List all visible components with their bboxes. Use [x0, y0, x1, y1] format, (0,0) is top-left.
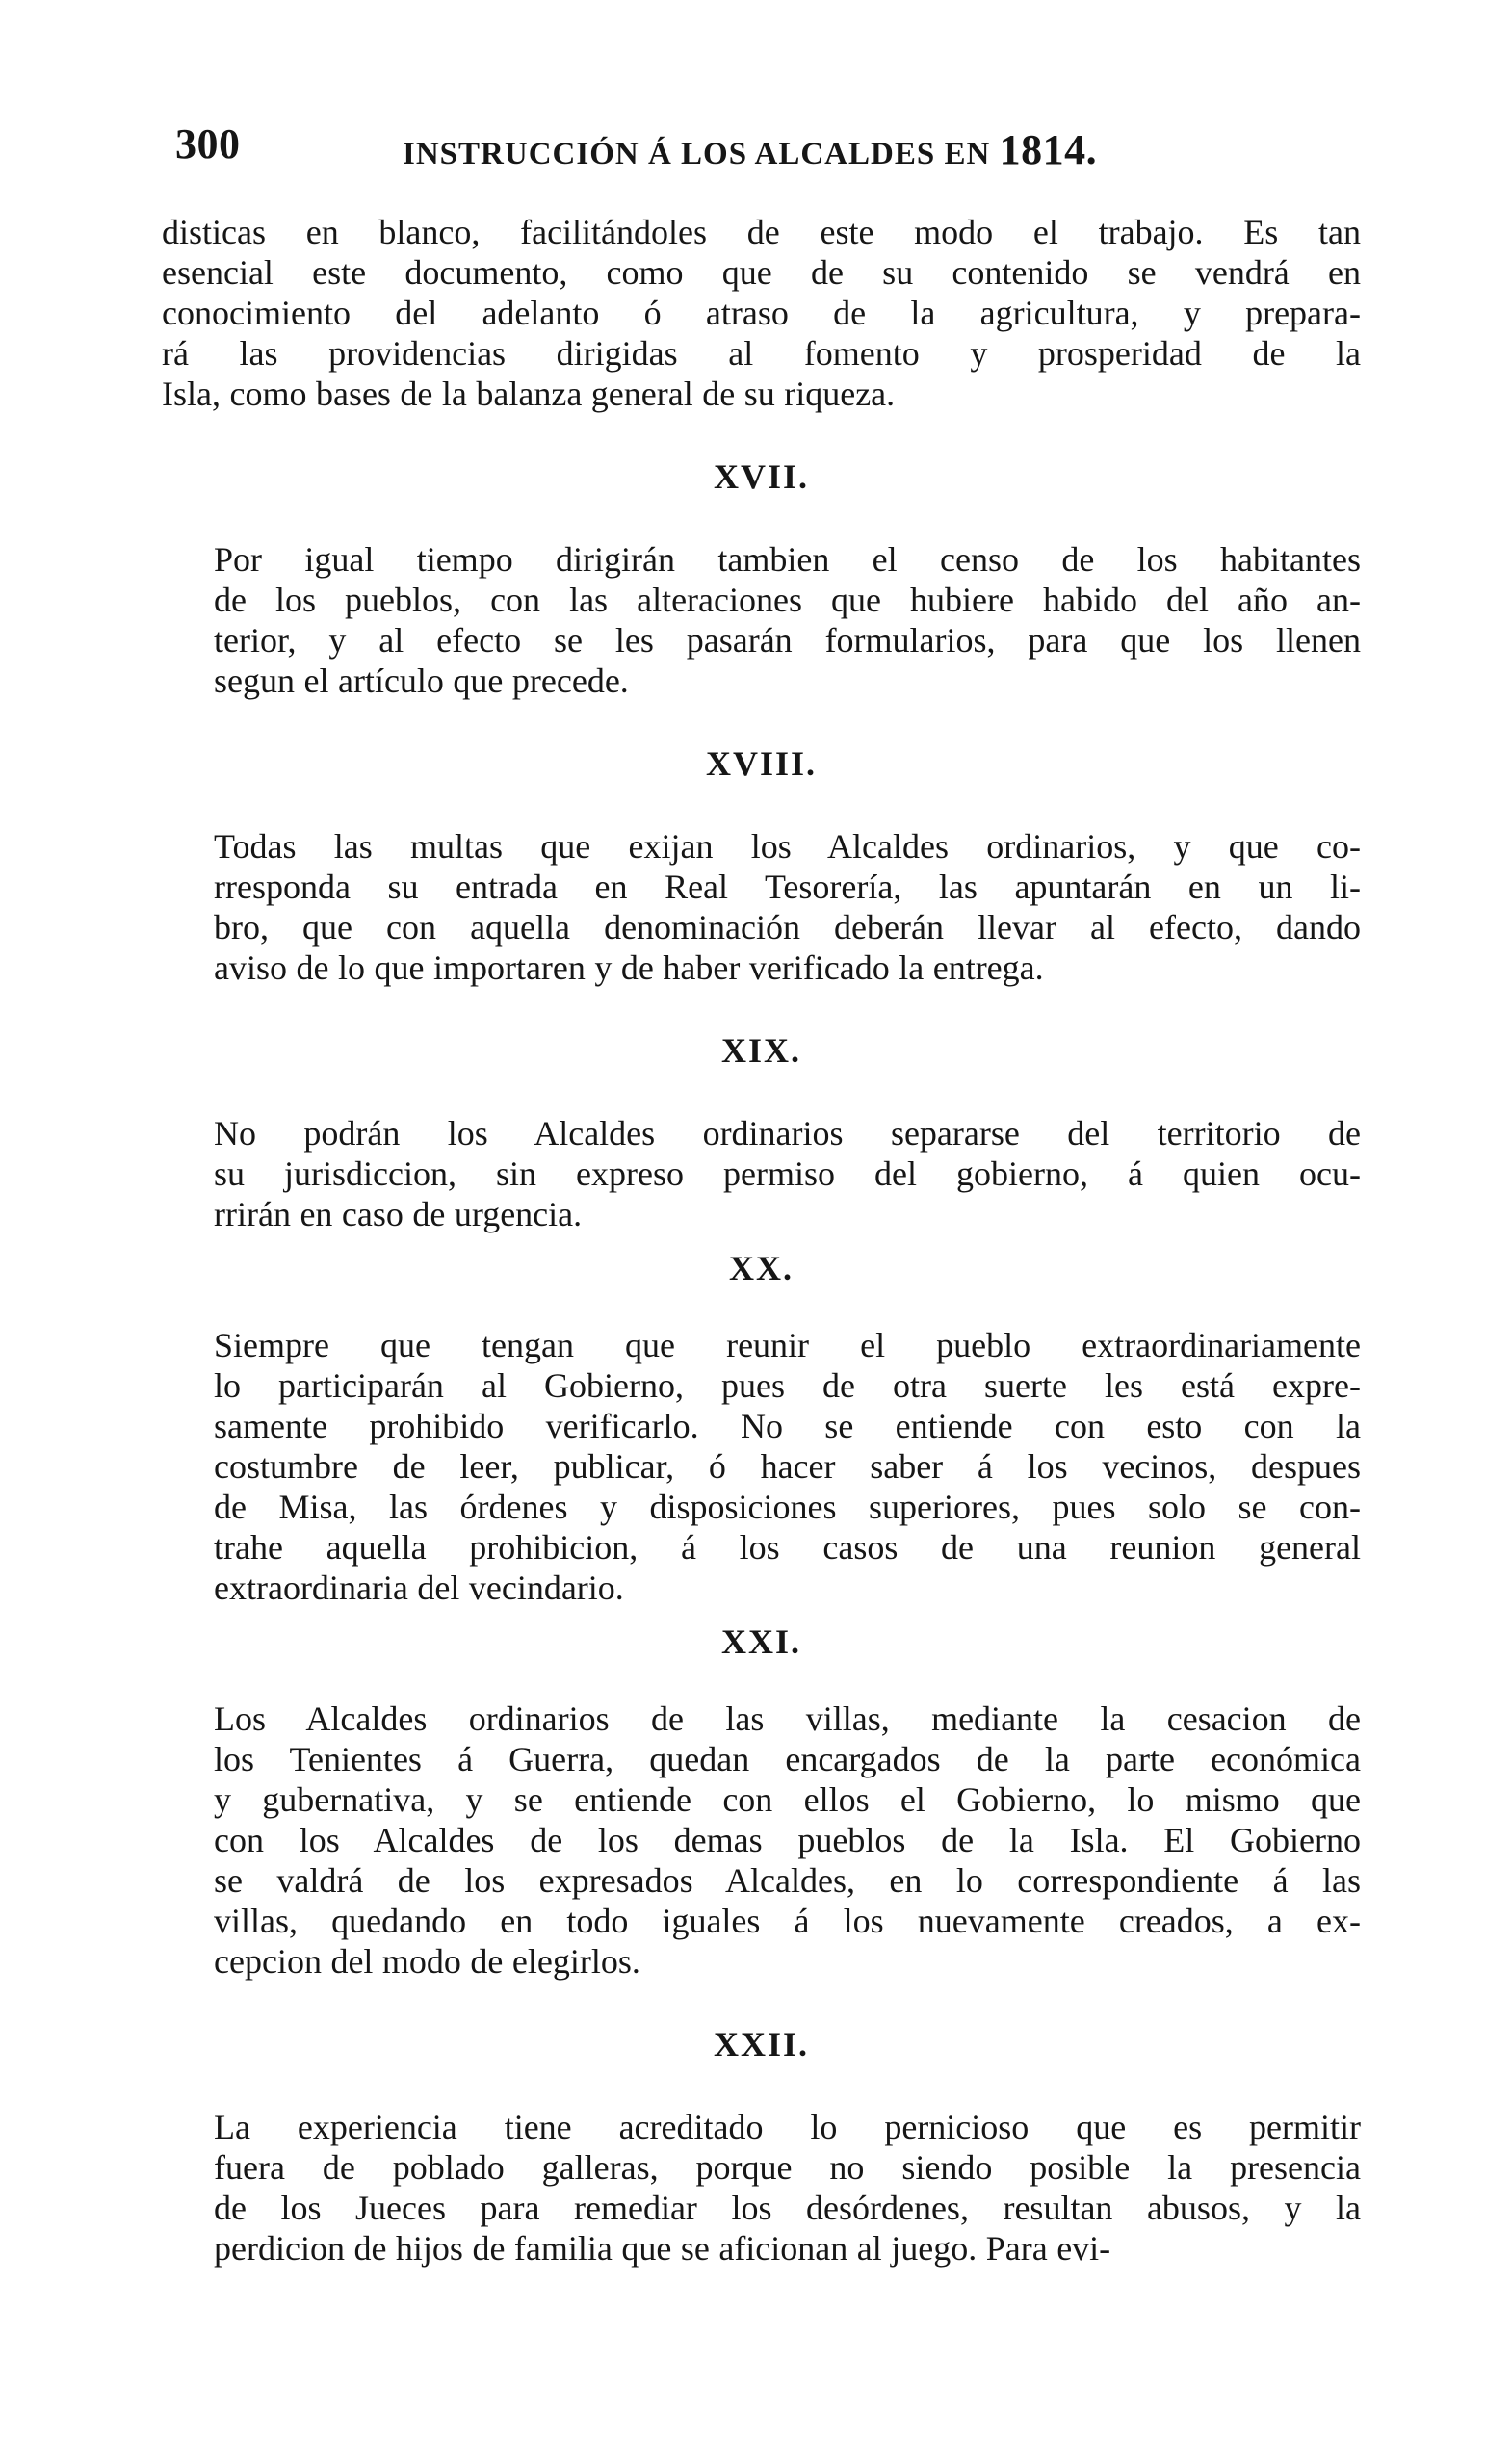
text-line: fuera de poblado galleras, porque no siendo posible la presencia — [214, 2148, 1361, 2187]
section-paragraph-xx — [162, 1325, 1361, 1608]
document-page — [162, 114, 1361, 2269]
text-line: rresponda su entrada en Real Tesorería, las apuntarán en un li- — [214, 868, 1361, 906]
text-line: rá las providencias dirigidas al fomento y prosperidad de la — [162, 334, 1361, 373]
text-line: esencial este documento, como que de su contenido se vendrá en — [162, 253, 1361, 292]
text-line: Todas las multas que exijan los Alcaldes ordinarios, y que co- — [214, 827, 1361, 866]
text-line: cepcion del modo de elegirlos. — [214, 1942, 640, 1981]
text-line: trahe aquella prohibicion, á los casos de una reunion general — [214, 1528, 1361, 1567]
text-line: Por igual tiempo dirigirán tambien el censo de los habitantes — [214, 540, 1361, 579]
section-heading-xvii: XVII. — [713, 457, 809, 496]
text-line: con los Alcaldes de los demas pueblos de la Isla. El Gobierno — [214, 1821, 1361, 1859]
text-line: y gubernativa, y se entiende con ellos el Gobierno, lo mismo que — [214, 1780, 1361, 1819]
running-title — [403, 125, 1097, 174]
section-paragraph-xviii — [162, 826, 1361, 988]
text-line: de los pueblos, con las alteraciones que hubiere habido del año an- — [214, 581, 1361, 619]
section-paragraph-xxi — [162, 1699, 1361, 1982]
text-line: Siempre que tengan que reunir el pueblo extraordinariamente — [214, 1326, 1361, 1364]
text-line: perdicion de hijos de familia que se aficionan al juego. Para evi- — [214, 2229, 1111, 2268]
text-line: No podrán los Alcaldes ordinarios separarse del territorio de — [214, 1114, 1361, 1153]
text-line: samente prohibido verificarlo. No se entiende con esto con la — [214, 1407, 1361, 1445]
text-line: segun el artículo que precede. — [214, 661, 629, 700]
section-paragraph-xix — [162, 1113, 1361, 1234]
text-line: villas, quedando en todo iguales á los nuevamente creados, a ex- — [214, 1902, 1361, 1940]
section-heading-xx: XX. — [729, 1249, 794, 1287]
section-heading-xxi: XXI. — [720, 1622, 801, 1661]
text-line: rrirán en caso de urgencia. — [214, 1195, 583, 1233]
text-line: extraordinaria del vecindario. — [214, 1569, 624, 1607]
text-line: aviso de lo que importaren y de haber verificado la entrega. — [214, 948, 1044, 987]
text-line: bro, que con aquella denominación deberán llevar al efecto, dando — [214, 908, 1361, 947]
text-line: se valdrá de los expresados Alcaldes, en lo correspondiente á las — [214, 1861, 1361, 1900]
text-line: conocimiento del adelanto ó atraso de la agricultura, y prepara- — [162, 294, 1361, 332]
text-line: los Tenientes á Guerra, quedan encargados de la parte económica — [214, 1740, 1361, 1778]
section-paragraph-xvii — [162, 539, 1361, 701]
section-heading-xviii: XVIII. — [705, 744, 818, 783]
text-line: Isla, como bases de la balanza general de su riqueza. — [162, 375, 896, 413]
text-line: lo participarán al Gobierno, pues de otra suerte les está expre- — [214, 1366, 1361, 1405]
text-line: Los Alcaldes ordinarios de las villas, mediante la cesacion de — [214, 1699, 1361, 1738]
text-line: disticas en blanco, facilitándoles de este modo el trabajo. Es tan — [162, 213, 1361, 251]
running-title-year: 1814. — [999, 126, 1098, 173]
text-line: su jurisdiccion, sin expreso permiso del gobierno, á quien ocu- — [214, 1154, 1361, 1193]
running-head — [162, 114, 1361, 171]
text-line: La experiencia tiene acreditado lo pernicioso que es permitir — [214, 2108, 1361, 2146]
section-paragraph-xxii — [162, 2107, 1361, 2269]
text-line: terior, y al efecto se les pasarán formularios, para que los llenen — [214, 621, 1361, 660]
section-heading-xix: XIX. — [720, 1031, 801, 1070]
text-line: costumbre de leer, publicar, ó hacer saber á los vecinos, despues — [214, 1447, 1361, 1486]
page-number: 300 — [175, 120, 241, 168]
running-title-text: INSTRUCCIÓN Á LOS ALCALDES EN — [403, 137, 991, 171]
intro-paragraph — [162, 212, 1361, 414]
text-line: de Misa, las órdenes y disposiciones superiores, pues solo se con- — [214, 1488, 1361, 1526]
section-heading-xxii: XXII. — [713, 2025, 809, 2063]
text-line: de los Jueces para remediar los desórdenes, resultan abusos, y la — [214, 2189, 1361, 2227]
